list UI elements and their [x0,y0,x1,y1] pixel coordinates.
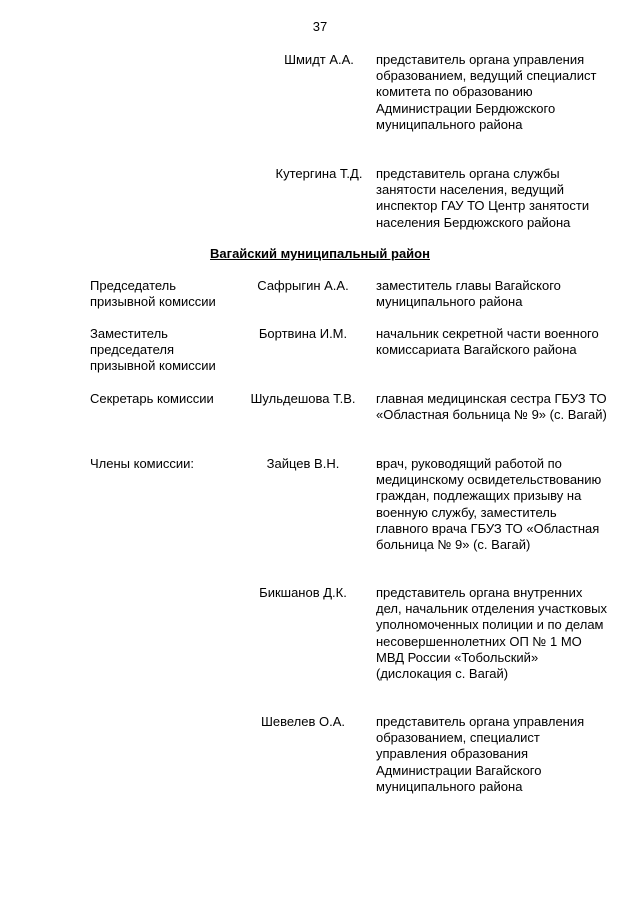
member-name: Бортвина И.М. [258,326,348,341]
member-description: представитель органа внутренних дел, начальник отделения участковых уполномоченных полиции и по делам несовершеннолетних ОП № 1 МО МВД России «Тобольский» (дислокация с. Вагай) [376,585,607,682]
member-description: врач, руководящий работой по медицинскому освидетельствованию граждан, подлежащих призыву на военную службу, заместитель главного врача ГБУЗ ТО «Областная больница № 9» (с. Вагай) [376,456,602,553]
role-label: Председатель призывной комиссии [90,278,216,310]
member-description: представитель органа управления образованием, специалист управления образования Администрации Вагайского муниципального района [376,714,585,794]
member-description: заместитель главы Вагайского муниципального района [376,278,561,310]
member-name: Зайцев В.Н. [266,456,340,471]
page-number: 37 [312,19,328,34]
section-heading-text: Вагайский муниципальный район [210,246,430,261]
member-description: представитель органа службы занятости населения, ведущий инспектор ГАУ ТО Центр занятости населения Бердюжского района [376,166,590,230]
member-name: Шмидт А.А. [284,52,354,67]
member-name: Бикшанов Д.К. [259,585,347,600]
member-name: Шульдешова Т.В. [250,391,356,406]
member-description: представитель органа управления образованием, ведущий специалист комитета по образованию Администрации Бердюжского муниципального района [376,52,597,132]
member-name: Кутергина Т.Д. [275,166,363,181]
member-description: начальник секретной части военного комиссариата Вагайского района [376,326,599,358]
member-name: Шевелев О.А. [260,714,346,729]
section-heading [0,246,640,262]
member-description: главная медицинская сестра ГБУЗ ТО «Областная больница № 9» (с. Вагай) [376,391,607,423]
role-label: Секретарь комиссии [90,391,214,406]
member-name: Сафрыгин А.А. [257,278,349,293]
role-label: Заместитель председателя призывной комиссии [90,326,216,374]
role-label: Члены комиссии: [90,456,195,471]
